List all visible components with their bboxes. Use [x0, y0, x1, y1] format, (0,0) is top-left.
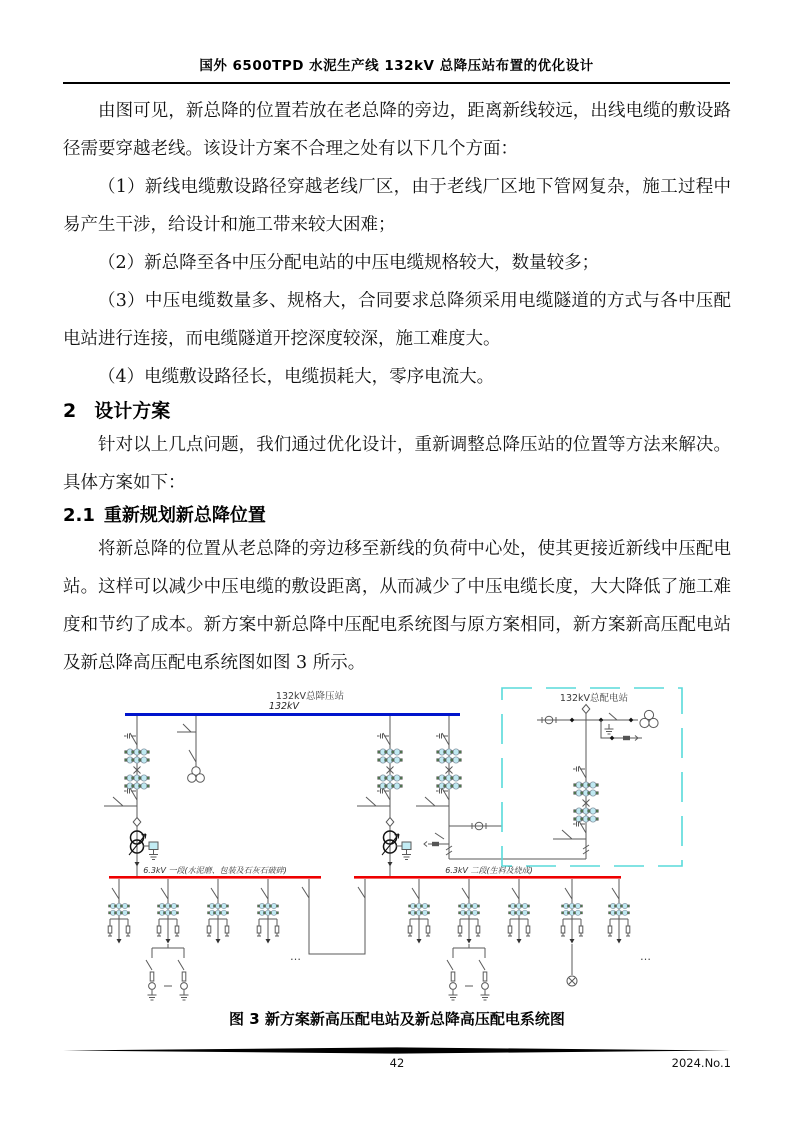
motor-symbol	[567, 976, 577, 986]
station-left-label: 132kV总降压站	[275, 691, 345, 702]
page-number: 42	[389, 1056, 405, 1070]
list-item-2: （2）新总降至各中压分配电站的中压电缆规格较大，数量较多；	[98, 253, 600, 273]
subsection-heading	[63, 502, 731, 530]
hv-bus-label: 132kV	[268, 701, 300, 712]
article-body	[0, 84, 793, 1029]
lv-feeders-section1	[108, 879, 365, 1000]
figure-diagram	[77, 682, 737, 1008]
hv-outgoing-feeder	[416, 716, 586, 859]
ellipsis-right: …	[640, 950, 651, 963]
page-footer	[63, 1047, 731, 1074]
bus-tie-loop	[309, 879, 365, 954]
station-right-label: 132kV总配电站	[559, 693, 629, 704]
incoming-feeder	[537, 705, 658, 860]
list-item-3: （3）中压电缆数量多、规格大，合同要求总降须采用电缆隧道的方式与各中压配电站进行连接，而电缆隧道开挖深度较深，施工难度大。	[63, 291, 731, 349]
lv-bus-2	[354, 876, 621, 879]
lv-bus2-label: 6.3kV 二段(生料及烧成)	[445, 866, 533, 875]
subsection-number: 2.1	[63, 505, 95, 526]
hv-feeder-2	[357, 716, 411, 876]
figure	[63, 682, 731, 1029]
hv-feeder-1	[104, 716, 158, 876]
issue-label: 2024.No.1	[671, 1056, 731, 1070]
paragraph-solution: 针对以上几点问题，我们通过优化设计，重新调整总降压站的位置等方法来解决。具体方案如下：	[63, 435, 731, 493]
section-heading	[63, 396, 731, 426]
lv-bus-1	[109, 876, 321, 879]
ellipsis-left: …	[290, 950, 301, 963]
list-item-4: （4）电缆敷设路径长，电缆损耗大，零序电流大。	[98, 367, 495, 387]
footer-rule	[63, 1047, 731, 1054]
paragraph-intro: 由图可见，新总降的位置若放在老总降的旁边，距离新线较远，出线电缆的敷设路径需要穿越老线。该设计方案不合理之处有以下几个方面：	[63, 101, 731, 159]
subsection-title: 重新规划新总降位置	[103, 505, 266, 526]
section-number: 2	[63, 400, 77, 422]
substation-box	[502, 688, 682, 866]
pt-feeder	[177, 716, 204, 782]
list-item-1: （1）新线电缆敷设路径穿越老线厂区，由于老线厂区地下管网复杂，施工过程中易产生干涉，给设计和施工带来较大困难；	[63, 177, 731, 235]
hv-bus	[125, 713, 460, 716]
journal-title: 国外 6500TPD 水泥生产线 132kV 总降压站布置的优化设计	[199, 58, 594, 74]
lv-bus1-label: 6.3kV 一段(水泥磨、包装及石灰石破碎)	[143, 866, 287, 875]
section-title: 设计方案	[94, 400, 171, 422]
paragraph-plan: 将新总降的位置从老总降的旁边移至新线的负荷中心处，使其更接近新线中压配电站。这样可以减少中压电缆的敷设距离，从而减少了中压电缆长度，大大降低了施工难度和节约了成本。新方案中新总降中压配电系统图与原方案相同，新方案新高压配电站及新总降高压配电系统图如图 3 所示。	[63, 539, 731, 673]
lv-feeders-section2	[408, 879, 630, 1000]
figure-caption: 图 3 新方案新高压配电站及新总降高压配电系统图	[229, 1010, 565, 1028]
